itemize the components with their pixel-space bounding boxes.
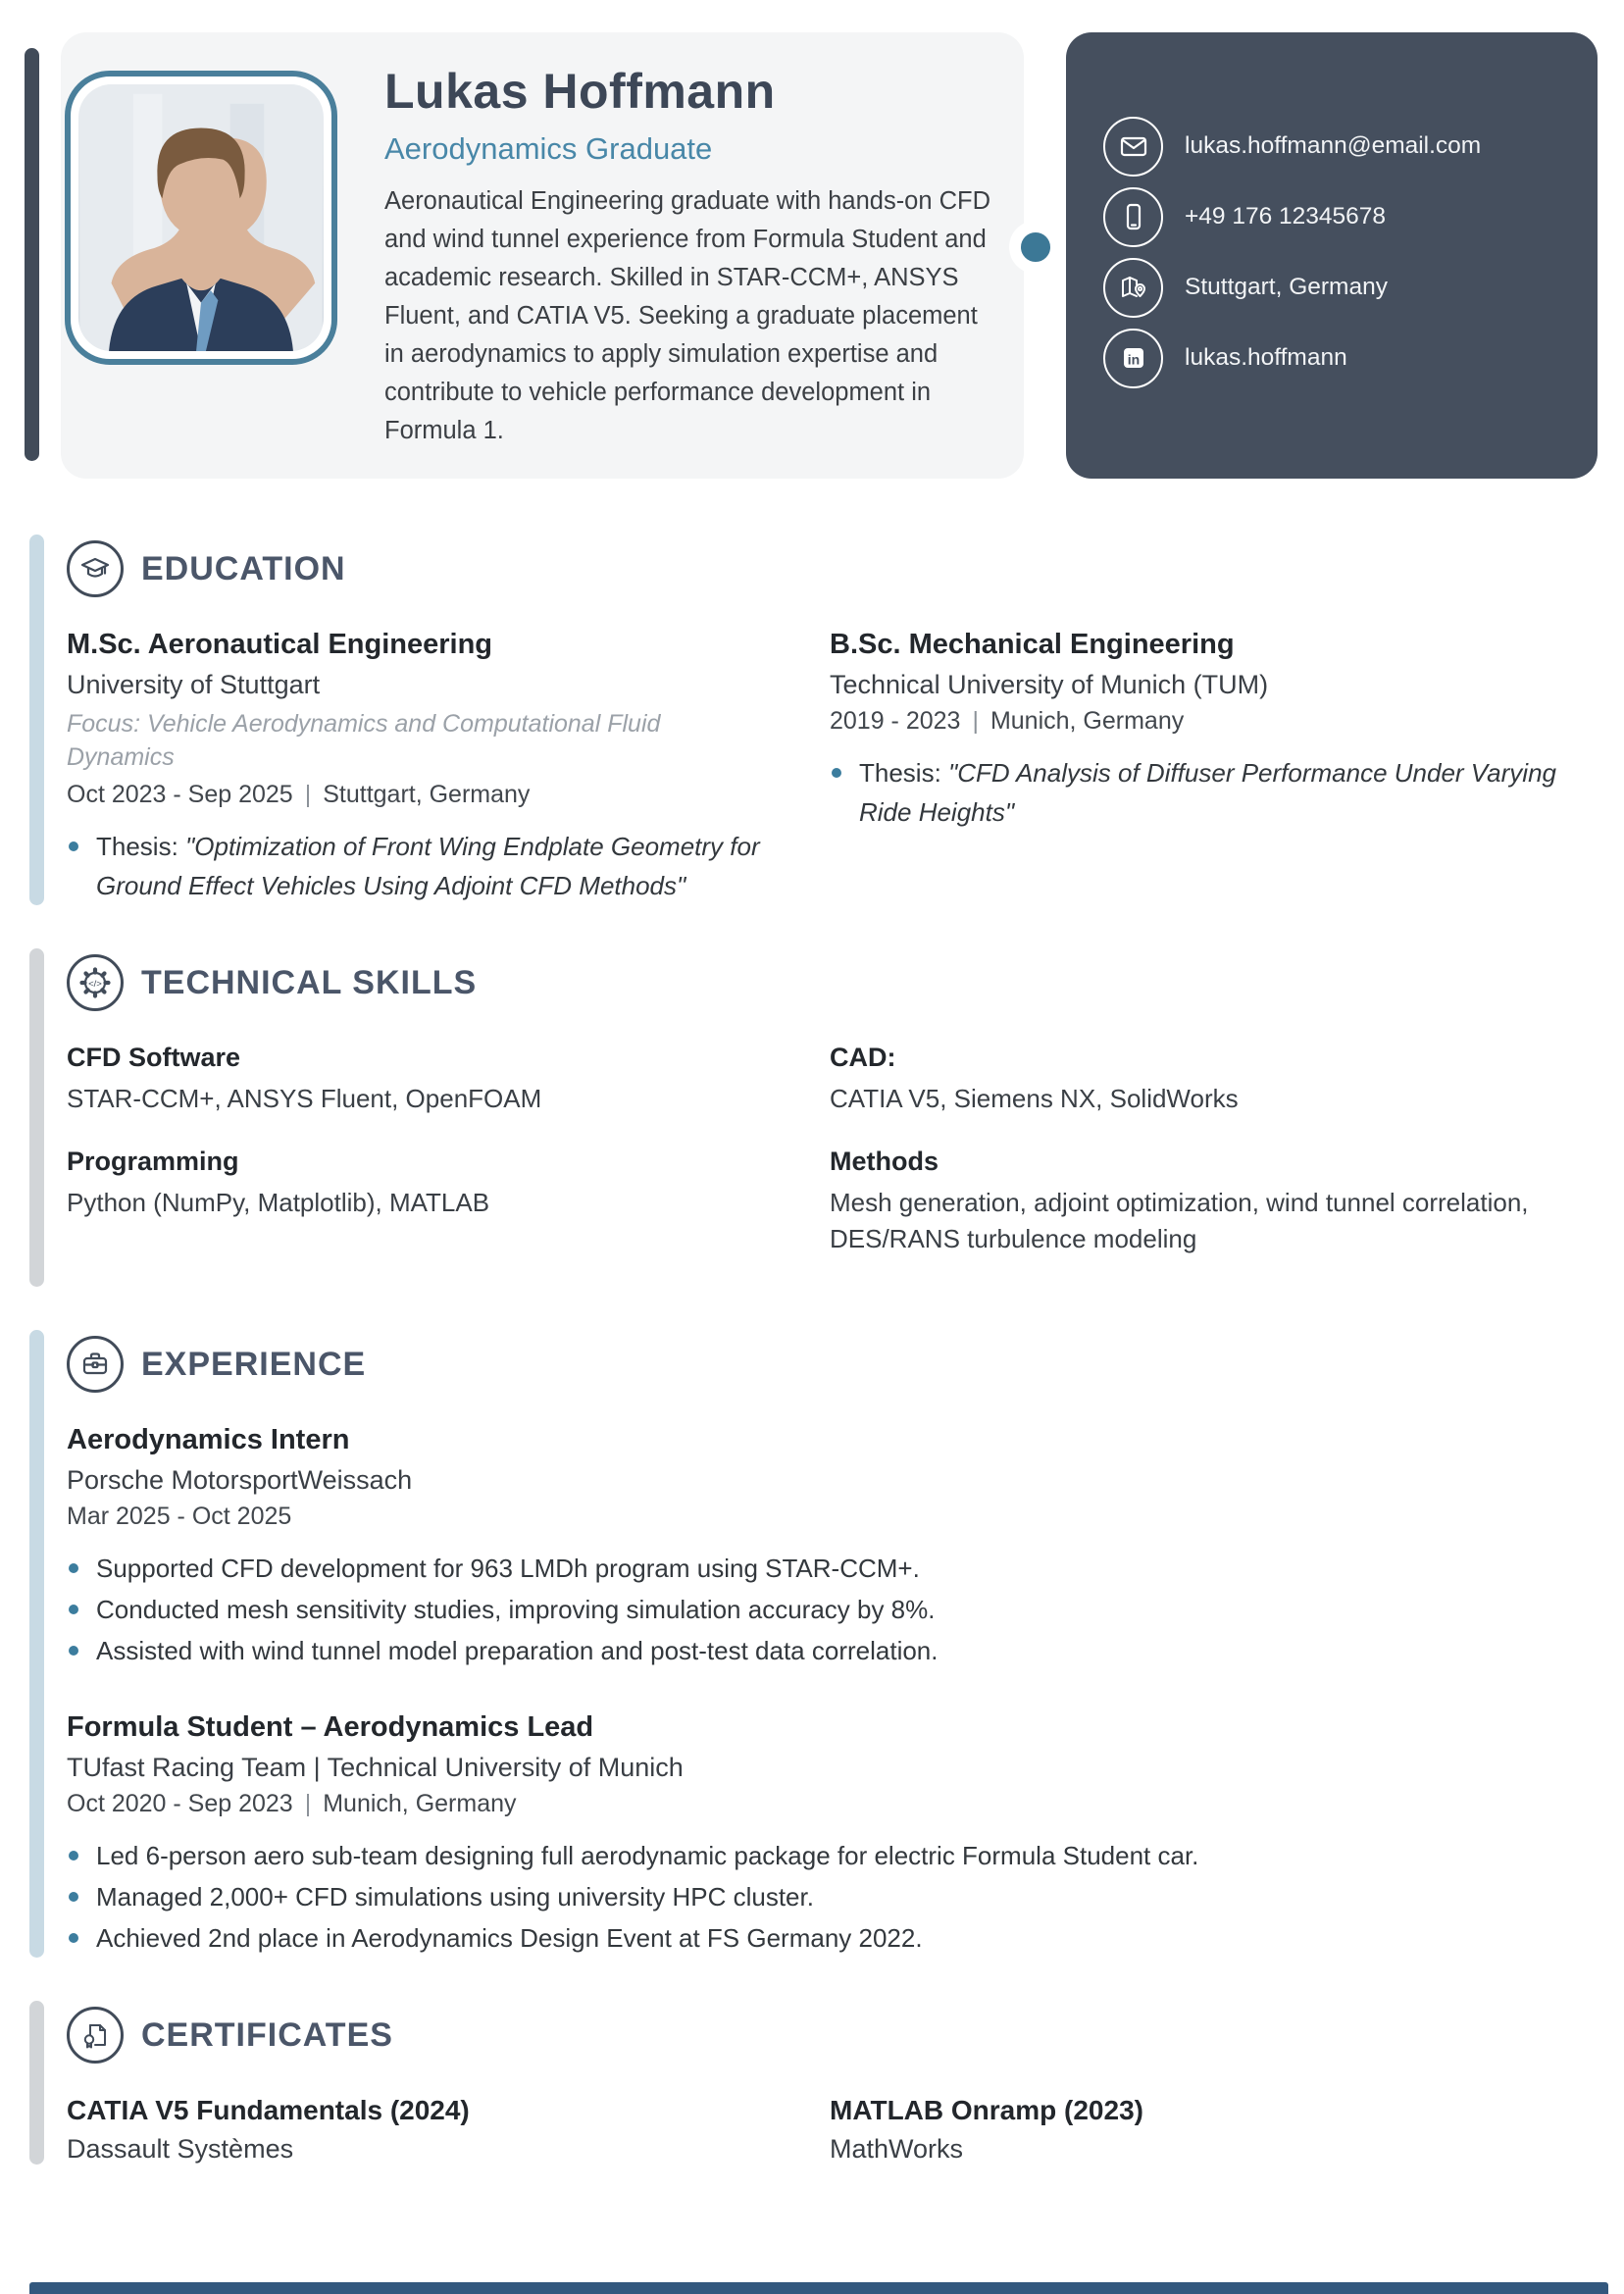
job-bullet: [67, 1918, 1597, 1958]
job-bullets: [67, 1836, 1597, 1958]
bullet-dot-icon: [69, 841, 78, 851]
linkedin-icon: [1103, 329, 1163, 388]
sections: [0, 535, 1624, 2165]
contact-location[interactable]: [1103, 257, 1481, 318]
thesis-label: Thesis:: [859, 758, 949, 788]
section-experience: [29, 1330, 1597, 1958]
thesis-label: Thesis:: [96, 832, 186, 861]
job-bullet: [67, 1836, 1597, 1875]
dates-location: [830, 707, 1597, 736]
education-entry: [67, 629, 763, 905]
certificate-entry: [67, 2095, 763, 2165]
thesis-quote: "Optimization of Front Wing Endplate Geometry for Ground Effect Vehicles Using Adjoint CFD Methods": [96, 832, 760, 900]
job-bullet: [67, 1631, 1597, 1670]
skill-group: [67, 1147, 763, 1221]
degree-title: B.Sc. Mechanical Engineering: [830, 629, 1235, 660]
job-dates: Mar 2025 - Oct 2025: [67, 1503, 292, 1530]
graduation-cap-icon: [67, 540, 124, 597]
skill-value: Mesh generation, adjoint optimization, wind tunnel correlation, DES/RANS turbulence modeling: [830, 1188, 1529, 1253]
separator: |: [304, 781, 312, 808]
job-bullets: [67, 1549, 1597, 1670]
section-skills: [29, 948, 1597, 1287]
summary-paragraph: Aeronautical Engineering graduate with hands-on CFD and wind tunnel experience from Formula Student and academic research. Skilled in STAR-CCM+, ANSYS Fluent, and CATIA V5. Seeking a graduate placement in aerodynamics to apply simulation expertise and contribute to vehicle performance development in Formula 1.: [384, 187, 991, 444]
skill-label: CAD:: [830, 1043, 896, 1072]
job-entry: [67, 1711, 1597, 1958]
dates: Oct 2020 - Sep 2023: [67, 1790, 293, 1817]
skills-column-right: [830, 1043, 1597, 1287]
dates-location: [67, 781, 763, 809]
dates: 2019 - 2023: [830, 707, 961, 735]
contact-linkedin[interactable]: [1103, 328, 1481, 388]
skill-group: [67, 1043, 763, 1117]
contact-phone-text: +49 176 12345678: [1185, 203, 1387, 229]
skill-value: Python (NumPy, Matplotlib), MATLAB: [67, 1188, 490, 1217]
bullet-text: Assisted with wind tunnel model preparation and post-test data correlation.: [96, 1636, 939, 1665]
contact-linkedin-text: lukas.hoffmann: [1185, 344, 1347, 371]
job-company: TUfast Racing Team | Technical University of Munich: [67, 1753, 684, 1782]
section-certificates: [29, 2001, 1597, 2165]
person-role: Aerodynamics Graduate: [384, 131, 713, 166]
experience-rail: [29, 1330, 44, 1958]
bullet-text: Managed 2,000+ CFD simulations using university HPC cluster.: [96, 1882, 814, 1912]
thesis-quote: "CFD Analysis of Diffuser Performance Under Varying Ride Heights": [859, 758, 1556, 827]
skill-value: CATIA V5, Siemens NX, SolidWorks: [830, 1084, 1239, 1113]
location: Munich, Germany: [990, 707, 1185, 735]
education-rail: [29, 535, 44, 905]
school-name: Technical University of Munich (TUM): [830, 670, 1269, 699]
skills-title: TECHNICAL SKILLS: [141, 963, 478, 1001]
bullet-dot-icon: [69, 1851, 78, 1861]
bullet-dot-icon: [69, 1646, 78, 1656]
job-title: Aerodynamics Intern: [67, 1424, 350, 1455]
skills-rail: [29, 948, 44, 1287]
bullet-text: Supported CFD development for 963 LMDh program using STAR-CCM+.: [96, 1554, 920, 1583]
map-pin-icon: [1103, 258, 1163, 318]
skill-group: [830, 1147, 1597, 1257]
dates: Oct 2023 - Sep 2025: [67, 781, 293, 808]
experience-title: EXPERIENCE: [141, 1345, 367, 1383]
bullet-text: Achieved 2nd place in Aerodynamics Design Event at FS Germany 2022.: [96, 1923, 923, 1953]
contact-list: [1103, 116, 1481, 388]
envelope-icon: [1103, 117, 1163, 177]
contact-location-text: Stuttgart, Germany: [1185, 274, 1388, 300]
skill-group: [830, 1043, 1597, 1117]
svg-text:in: in: [1127, 351, 1140, 368]
experience-heading: [67, 1336, 1597, 1393]
skill-value: STAR-CCM+, ANSYS Fluent, OpenFOAM: [67, 1084, 542, 1113]
bullet-dot-icon: [69, 1563, 78, 1573]
education-entry: [830, 629, 1597, 905]
section-education: [29, 535, 1597, 905]
job-title: Formula Student – Aerodynamics Lead: [67, 1711, 594, 1743]
bullet-dot-icon: [69, 1933, 78, 1943]
smartphone-icon: [1103, 187, 1163, 247]
contact-phone[interactable]: [1103, 186, 1481, 247]
header-accent-rail: [25, 48, 39, 461]
job-bullet: [67, 1549, 1597, 1588]
contact-email-text: lukas.hoffmann@email.com: [1185, 132, 1482, 159]
contact-email[interactable]: [1103, 116, 1481, 177]
certificates-title: CERTIFICATES: [141, 2015, 393, 2054]
gear-code-icon: [67, 954, 124, 1011]
person-silhouette-icon: [78, 84, 324, 351]
bullet-dot-icon: [832, 768, 841, 778]
school-name: University of Stuttgart: [67, 670, 321, 699]
education-title: EDUCATION: [141, 549, 346, 587]
certificates-heading: [67, 2007, 1597, 2064]
separator: |: [304, 1790, 312, 1817]
skills-column-left: [67, 1043, 763, 1287]
certificate-entry: [830, 2095, 1597, 2165]
skill-label: Methods: [830, 1147, 939, 1176]
bullet-dot-icon: [69, 1892, 78, 1902]
briefcase-icon: [67, 1336, 124, 1393]
job-bullet: [67, 1877, 1597, 1916]
job-bullet: [67, 1590, 1597, 1629]
certificate-name: CATIA V5 Fundamentals (2024): [67, 2095, 470, 2125]
thesis-bullet: [67, 827, 763, 905]
certificate-icon: [67, 2007, 124, 2064]
skills-heading: [67, 954, 1597, 1011]
person-name: Lukas Hoffmann: [384, 64, 776, 119]
education-bullets: [830, 753, 1597, 832]
bullet-text: Led 6-person aero sub-team designing full aerodynamic package for electric Formula Student car.: [96, 1841, 1199, 1870]
certificate-issuer: MathWorks: [830, 2134, 964, 2164]
job-entry: [67, 1424, 1597, 1670]
education-bullets: [67, 827, 763, 905]
job-dates-location: [67, 1790, 1597, 1818]
profile-photo: [65, 71, 337, 365]
svg-text:</>: </>: [88, 979, 102, 990]
skill-label: Programming: [67, 1147, 239, 1176]
location: Munich, Germany: [323, 1790, 517, 1817]
education-heading: [67, 540, 1597, 597]
profile-photo-image: [78, 84, 324, 351]
footer-accent-bar: [29, 2282, 1608, 2294]
connector-dot-icon: [1011, 223, 1060, 272]
certificates-rail: [29, 2001, 44, 2165]
location: Stuttgart, Germany: [323, 781, 531, 808]
header: [0, 0, 1624, 535]
bullet-dot-icon: [69, 1605, 78, 1614]
focus-line: Focus: Vehicle Aerodynamics and Computational Fluid Dynamics: [67, 710, 661, 771]
degree-title: M.Sc. Aeronautical Engineering: [67, 629, 493, 660]
job-company: Porsche MotorsportWeissach: [67, 1465, 413, 1495]
thesis-bullet: [830, 753, 1597, 832]
separator: |: [972, 707, 979, 735]
certificate-name: MATLAB Onramp (2023): [830, 2095, 1143, 2125]
skill-label: CFD Software: [67, 1043, 241, 1072]
certificate-issuer: Dassault Systèmes: [67, 2134, 294, 2164]
bullet-text: Conducted mesh sensitivity studies, improving simulation accuracy by 8%.: [96, 1595, 936, 1624]
